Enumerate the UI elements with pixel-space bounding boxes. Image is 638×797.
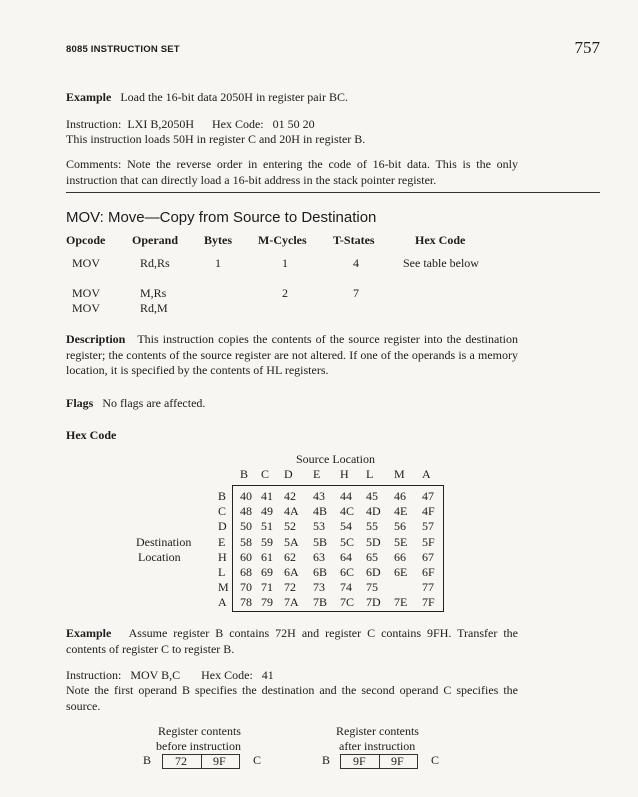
example1-instruction: Instruction: LXI B,2050H Hex Code: 01 50 20 (66, 117, 315, 131)
hex-cell: 79 (261, 595, 273, 610)
hex-cell: 5E (394, 534, 408, 549)
hex-cell: 48 (240, 504, 252, 519)
section-title: MOV: Move—Copy from Source to Destination (66, 209, 377, 226)
after-register-box (340, 754, 418, 769)
before-caption-1: Register contents (158, 724, 241, 738)
hex-cell: 70 (240, 580, 252, 595)
hex-cell: 5C (340, 534, 355, 549)
hex-cell: 6F (422, 565, 435, 579)
after-caption-1: Register contents (336, 724, 419, 738)
hex-cell: 69 (261, 565, 273, 579)
hex-cell: 49 (261, 504, 273, 519)
dest-reg-l: L (218, 565, 226, 579)
hex-cell: 6E (394, 565, 408, 579)
row2-opcode: MOV (72, 286, 101, 300)
hex-cell: 7C (340, 595, 355, 610)
row1-hexcode: See table below (403, 256, 479, 270)
dest-reg-h: H (218, 549, 227, 564)
hex-cell: 40 (240, 489, 252, 503)
after-val-c: 9F (391, 754, 404, 768)
hex-cell: 43 (313, 489, 325, 503)
example2-note: Note the first operand B specifies the destination and the second operand C specifies the source. (66, 683, 518, 713)
hex-cell: 73 (313, 580, 325, 595)
hex-cell: 56 (394, 519, 406, 534)
hex-cell: 67 (422, 549, 434, 564)
after-right-reg: C (431, 753, 440, 767)
row2-operand: M,Rs (140, 286, 167, 300)
source-reg-a: A (422, 467, 431, 481)
hex-cell: 68 (240, 565, 252, 579)
row2-mcycles: 2 (282, 286, 288, 300)
hex-cell: 6C (340, 565, 355, 579)
hex-cell: 55 (366, 519, 378, 534)
hex-cell: 4B (313, 504, 328, 519)
hex-cell: 61 (261, 549, 273, 564)
hex-cell: 7F (422, 595, 435, 610)
row1-mcycles: 1 (282, 256, 288, 270)
row3-opcode: MOV (72, 301, 101, 315)
hex-cell: 50 (240, 519, 252, 534)
hex-cell: 71 (261, 580, 273, 595)
description-label: Description (66, 332, 126, 346)
hex-code-heading: Hex Code (66, 428, 117, 442)
example2-instruction: Instruction: MOV B,C Hex Code: 41 (66, 668, 274, 682)
example2-text: Assume register B contains 72H and register C contains 9FH. Transfer the contents of register C to register B. (66, 626, 518, 656)
source-reg-e: E (313, 467, 321, 481)
dest-reg-d: D (218, 519, 227, 534)
hex-cell: 5B (313, 534, 328, 549)
before-val-c: 9F (213, 754, 226, 768)
before-val-b: 72 (175, 754, 187, 768)
example1-line (66, 90, 348, 105)
running-header: 8085 INSTRUCTION SET (66, 44, 180, 55)
dest-reg-e: E (218, 534, 226, 549)
row2-tstates: 7 (353, 286, 359, 300)
source-reg-h: H (340, 467, 349, 481)
hex-cell: 5A (284, 534, 299, 549)
col-mcycles: M-Cycles (258, 233, 307, 247)
example2-paragraph (66, 626, 518, 657)
hex-cell: 4E (394, 504, 408, 519)
hex-cell: 62 (284, 549, 296, 564)
row1-opcode: MOV (72, 256, 101, 270)
hex-cell: 77 (422, 580, 434, 595)
example1-comments: Comments: Note the reverse order in entering the code of 16-bit data. This is the only instruction that can directly load a 16-bit address in the stack pointer register. (66, 157, 518, 187)
example1-note: This instruction loads 50H in register C and 20H in register B. (66, 132, 366, 146)
hex-cell: 7B (313, 595, 328, 610)
example2-label: Example (66, 626, 112, 640)
row1-tstates: 4 (353, 256, 359, 270)
dest-reg-b: B (218, 489, 227, 503)
after-left-reg: B (322, 753, 331, 767)
description-text: This instruction copies the contents of the source register into the destination register; the contents of the source register are not altered. If one of the operands is a memory location, it is specified by the contents of HL registers. (66, 332, 518, 377)
source-reg-l: L (366, 467, 374, 481)
before-caption-2: before instruction (156, 739, 241, 753)
row3-operand: Rd,M (140, 301, 168, 315)
flags-text: No flags are affected. (102, 396, 206, 410)
source-reg-b: B (240, 467, 249, 481)
hex-cell: 66 (394, 549, 406, 564)
hex-cell: 7D (366, 595, 381, 610)
before-right-reg: C (253, 753, 262, 767)
hex-cell: 4C (340, 504, 355, 519)
col-operand: Operand (132, 233, 179, 247)
hex-cell: 4F (422, 504, 435, 519)
col-hexcode: Hex Code (415, 233, 466, 247)
before-left-reg: B (143, 753, 152, 767)
page-number: 757 (574, 38, 600, 57)
section-divider (66, 192, 600, 193)
hex-cell: 5F (422, 534, 435, 549)
hex-cell: 6B (313, 565, 328, 579)
example1-text: Load the 16-bit data 2050H in register pair BC. (120, 90, 348, 104)
hex-cell: 41 (261, 489, 273, 503)
after-val-b: 9F (353, 754, 366, 768)
hex-cell: 47 (422, 489, 434, 503)
hex-cell: 6A (284, 565, 299, 579)
row1-operand: Rd,Rs (140, 256, 170, 270)
flags-label: Flags (66, 396, 94, 410)
hex-cell: 7A (284, 595, 299, 610)
example1-label: Example (66, 90, 112, 104)
before-register-box (162, 754, 240, 769)
hex-cell: 75 (366, 580, 378, 595)
hex-cell: 4D (366, 504, 381, 519)
source-reg-d: D (284, 467, 293, 481)
destination-label-2: Location (138, 550, 181, 564)
hex-cell: 78 (240, 595, 252, 610)
col-opcode: Opcode (66, 233, 106, 247)
hex-cell: 46 (394, 489, 406, 503)
hex-cell: 5D (366, 534, 381, 549)
dest-reg-m: M (218, 580, 229, 595)
hex-cell: 51 (261, 519, 273, 534)
hex-cell: 63 (313, 549, 325, 564)
hex-cell: 45 (366, 489, 378, 503)
hex-cell: 60 (240, 549, 252, 564)
hex-cell: 59 (261, 534, 273, 549)
hex-cell: 58 (240, 534, 252, 549)
flags-line (66, 396, 205, 411)
hex-cell: 54 (340, 519, 352, 534)
hex-cell: 6D (366, 565, 381, 579)
hex-cell: 74 (340, 580, 352, 595)
dest-reg-c: C (218, 504, 227, 519)
source-location-label: Source Location (296, 452, 375, 466)
source-reg-m: M (394, 467, 405, 481)
after-caption-2: after instruction (339, 739, 416, 753)
description-paragraph (66, 332, 518, 379)
hex-cell: 52 (284, 519, 296, 534)
dest-reg-a: A (218, 595, 227, 610)
hex-cell: 4A (284, 504, 299, 519)
hex-cell: 64 (340, 549, 352, 564)
hex-cell: 72 (284, 580, 296, 595)
hex-cell: 44 (340, 489, 352, 503)
destination-label: Destination (136, 535, 192, 549)
hex-cell: 53 (313, 519, 325, 534)
col-bytes: Bytes (204, 233, 232, 247)
hex-cell: 57 (422, 519, 434, 534)
hex-cell: 42 (284, 489, 296, 503)
hex-cell: 7E (394, 595, 408, 610)
source-reg-c: C (261, 467, 270, 481)
hex-cell: 65 (366, 549, 378, 564)
col-tstates: T-States (333, 233, 375, 247)
row1-bytes: 1 (215, 256, 221, 270)
